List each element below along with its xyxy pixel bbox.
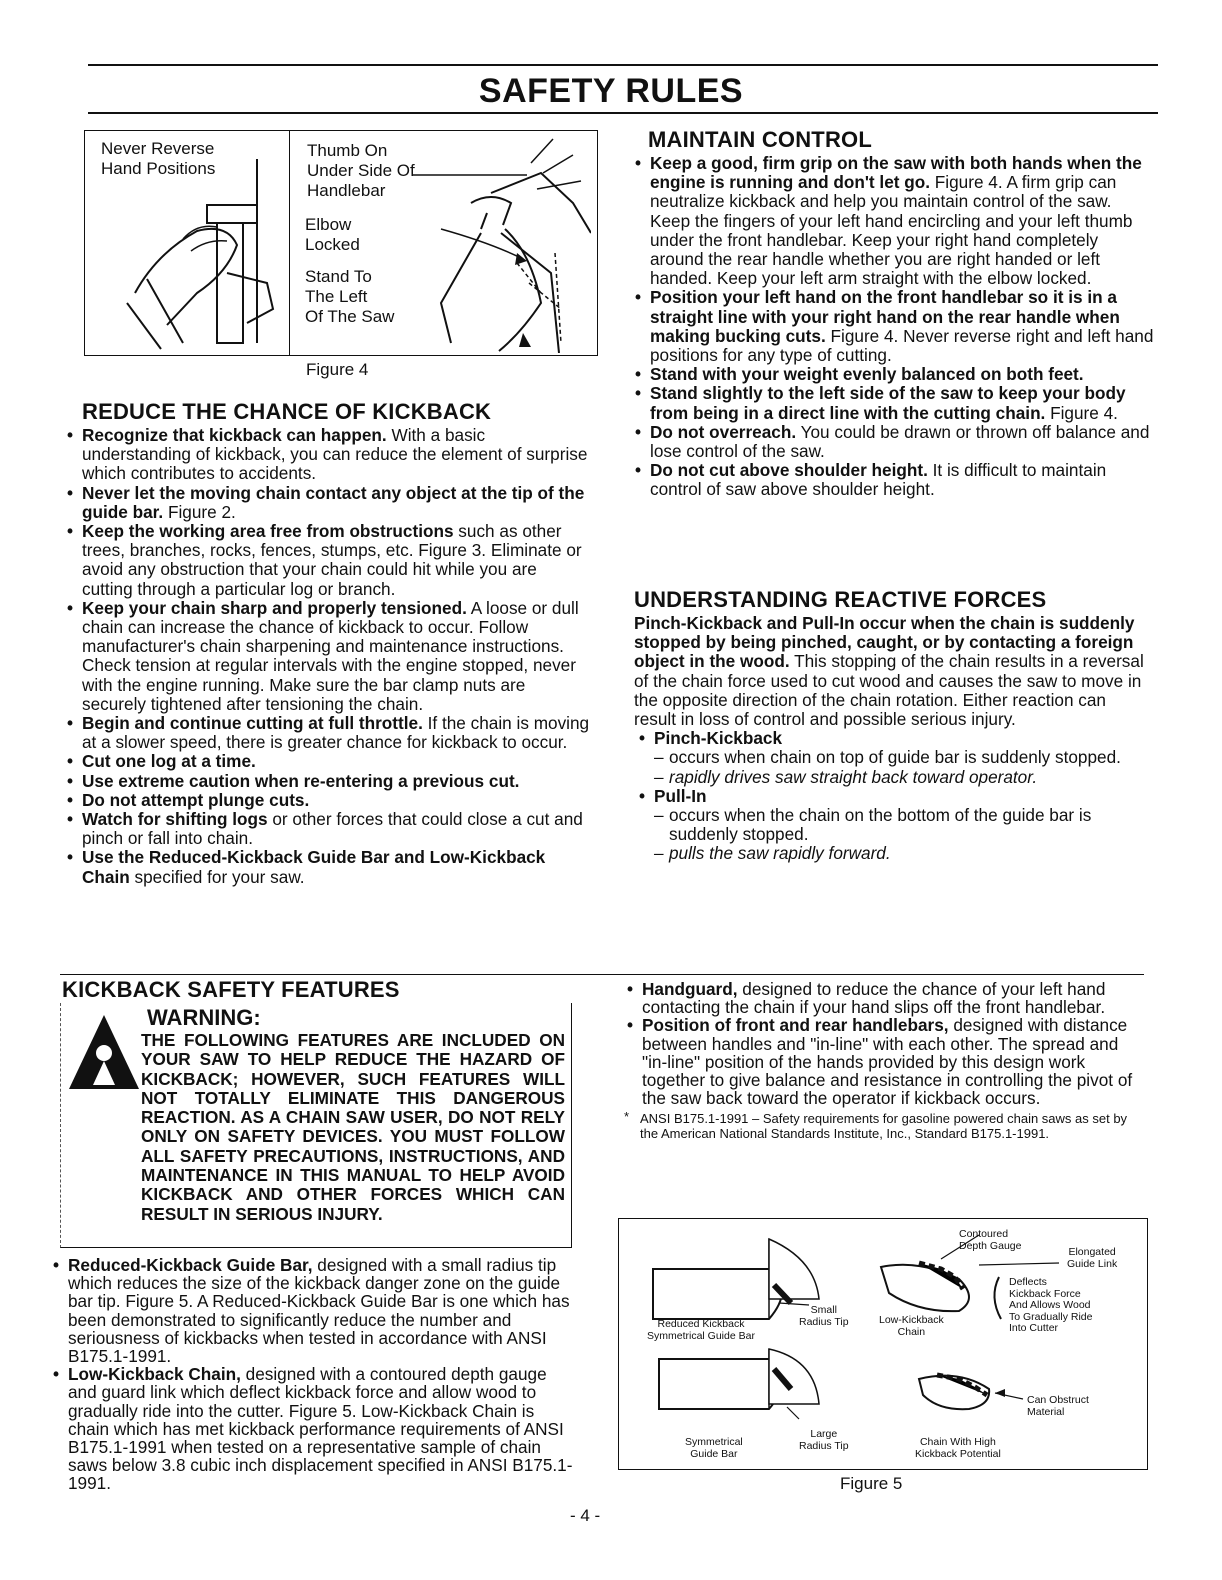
item-text: With a basic understanding of kickback, you can reduce the element of surprise which contributes to accidents. xyxy=(82,425,588,484)
list-item xyxy=(48,1256,578,1365)
list-item xyxy=(630,365,1156,384)
list-item xyxy=(62,484,592,522)
list-item xyxy=(62,810,592,848)
item-text: Figure 4. Never reverse right and left hand positions for any type of cutting. xyxy=(650,325,1154,366)
list-item xyxy=(630,288,1156,365)
label-line: Chain xyxy=(897,1325,926,1338)
warning-box xyxy=(60,1003,572,1248)
label-line: Small xyxy=(810,1304,837,1316)
item-text: If the chain is moving at a slower speed, there is greater chance for kickback to occur. xyxy=(82,713,590,753)
label-line: Low-Kickback xyxy=(879,1314,944,1326)
page-number: - 4 - xyxy=(570,1506,601,1525)
item-text: designed with distance between handles and "in-line" with each other. The spread and "in-line" position of the hands provided by this design work together to give balance and resistance in controlling the pivot of the saw back toward the operator if kickback occurs. xyxy=(642,1015,1133,1109)
reactive-heading: UNDERSTANDING REACTIVE FORCES xyxy=(634,587,1047,612)
label-contoured xyxy=(959,1229,1021,1252)
item-bold-text: Begin and continue cutting at full throttle. xyxy=(82,713,423,734)
label-line: Depth Gauge xyxy=(959,1239,1022,1252)
reactive-section xyxy=(634,588,1152,864)
item-text: Figure 4. A firm grip can neutralize kickback and help you maintain control of the saw. Keep the fingers of your left hand encircling and your left thumb under the front handlebar. Keep your right hand completely around the rear handle whether you are right handed or left handed. Keep your left arm straight with the elbow locked. xyxy=(650,172,1133,289)
list-item xyxy=(62,791,592,810)
list-item xyxy=(62,522,592,599)
list-item xyxy=(48,1365,578,1492)
sub-item: – occurs when the chain on the bottom of the guide bar is suddenly stopped. xyxy=(654,806,1152,844)
kickback-section xyxy=(62,400,592,887)
item-bold-text: Position of front and rear handlebars, xyxy=(642,1015,949,1036)
label-line: Large xyxy=(810,1428,838,1440)
item-text: such as other trees, branches, rocks, fences, stumps, etc. Figure 3. Eliminate or avoid any obstruction that your chain could hit while you are cutting through a particular log or branch. xyxy=(82,521,582,599)
item-bold-text: Keep your chain sharp and properly tensioned. xyxy=(82,597,467,618)
label-line: Kickback Force xyxy=(1009,1287,1081,1300)
item-bold-text: Never let the moving chain contact any object at the tip of the guide bar. xyxy=(82,482,585,522)
label-large-tip xyxy=(799,1429,849,1452)
item-bold-text: Low-Kickback Chain, xyxy=(68,1364,241,1385)
warning-heading: WARNING: xyxy=(147,1005,261,1030)
list-item xyxy=(634,729,1152,787)
list-item xyxy=(630,384,1156,422)
label-line: Kickback Potential xyxy=(915,1447,1001,1460)
figure-5-caption: Figure 5 xyxy=(840,1474,903,1493)
item-text: It is difficult to maintain control of saw above shoulder height. xyxy=(650,460,1107,500)
label-line: Symmetrical Guide Bar xyxy=(647,1329,755,1342)
item-text: designed with a small radius tip which reduces the size of the kickback danger zone on the guide bar tip. Figure 5. A Reduced-Kickback Guide Bar is one which has been demonstrated to significantly reduce the number and seriousness of kickbacks when tested in accordance with ANSI B175.1-1991. xyxy=(68,1255,570,1367)
item-bold-text: Do not cut above shoulder height. xyxy=(650,460,928,481)
label-line: Of The Saw xyxy=(305,307,395,326)
top-rule xyxy=(88,64,1158,66)
item-text: specified for your saw. xyxy=(129,866,305,887)
label-sym-bar xyxy=(685,1437,743,1460)
label-line: Guide Bar xyxy=(690,1447,738,1460)
item-bold-text: Use extreme caution when re-entering a previous cut. xyxy=(82,770,520,791)
label-elongated xyxy=(1067,1247,1117,1270)
item-bold-text: Keep the working area free from obstructions xyxy=(82,521,454,542)
list-item xyxy=(62,772,592,791)
list-item xyxy=(630,154,1156,288)
label-line: And Allows Wood xyxy=(1009,1299,1091,1311)
item-bold-text: Watch for shifting logs xyxy=(82,809,268,830)
label-line: Contoured xyxy=(959,1228,1009,1240)
item-bold-text: Do not attempt plunge cuts. xyxy=(82,789,310,810)
label-line: Elongated xyxy=(1068,1246,1116,1258)
list-item xyxy=(62,426,592,484)
item-bold-text: Keep a good, firm grip on the saw with both hands when the engine is running and don't let go. xyxy=(650,153,1142,193)
label-deflects xyxy=(1009,1277,1092,1335)
label-obstruct xyxy=(1027,1395,1089,1418)
ansi-note xyxy=(622,1111,1148,1141)
label-line: Thumb On xyxy=(307,141,388,160)
item-bold-text: Stand with your weight evenly balanced on both feet. xyxy=(650,364,1084,385)
reactive-intro-text: This stopping of the chain results in a reversal of the chain force used to cut wood and causes the saw to move in the opposite direction of the chain rotation. Either reaction can result in loss of control and possible serious injury. xyxy=(634,651,1144,730)
features-left xyxy=(48,1256,578,1493)
list-item xyxy=(62,714,592,752)
label-line: Reduced Kickback xyxy=(657,1318,745,1330)
hand-grip-illustration xyxy=(87,153,287,353)
features-right xyxy=(622,980,1148,1141)
figure-divider xyxy=(289,131,290,355)
label-line: To Gradually Ride xyxy=(1009,1310,1093,1323)
section-rule xyxy=(60,974,1144,975)
item-text: Figure 2. xyxy=(163,501,236,522)
item-text: designed to reduce the chance of your left hand contacting the chain if your hand slips off the front handlebar. xyxy=(642,979,1106,1018)
item-text: A loose or dull chain can increase the chance of kickback to occur. Follow manufacturer's chain sharpening and maintenance instructions. Check tension at regular intervals with the engine stopped, never with the engine running. Make sure the bar clamp nuts are securely tightened after tensioning the chain. xyxy=(82,597,579,714)
label-line: Symmetrical xyxy=(685,1436,743,1448)
label-line: Chain With High xyxy=(919,1436,996,1448)
label-line: Into Cutter xyxy=(1009,1322,1059,1334)
label-line: Handlebar xyxy=(307,181,386,200)
pinch-label: Pinch-Kickback xyxy=(654,728,782,749)
label-high-chain xyxy=(915,1437,1001,1460)
page-title: SAFETY RULES xyxy=(478,72,744,110)
list-item xyxy=(62,848,592,886)
item-bold-text: Stand slightly to the left side of the saw to keep your body from being in a direct line with the cutting chain. xyxy=(650,383,1126,423)
label-line: Deflects xyxy=(1009,1276,1047,1288)
list-item xyxy=(630,423,1156,461)
pull-label: Pull-In xyxy=(654,785,707,806)
maintain-heading: MAINTAIN CONTROL xyxy=(648,127,872,152)
item-text: or other forces that could close a cut and pinch or fall into chain. xyxy=(82,809,583,849)
item-text: You could be drawn or thrown off balance and lose control of the saw. xyxy=(650,421,1150,462)
item-bold-text: Cut one log at a time. xyxy=(82,751,256,772)
label-line: The Left xyxy=(305,287,368,306)
label-line: Locked xyxy=(305,235,360,254)
item-text: designed with a contoured depth gauge and guard link which deflect kickback force and allow wood to gradually ride into the cutter. Figure 5. Low-Kickback Chain is chain which has met kickback performance requirements of ANSI B175.1-1991 when tested on a representative sample of chain saws below 3.8 cubic inch displacement specified in ANSI B175.1-1991. xyxy=(68,1364,573,1494)
features-left-list xyxy=(48,1256,578,1493)
label-line: Material xyxy=(1027,1405,1065,1418)
figure-4-caption: Figure 4 xyxy=(306,360,369,379)
item-bold-text: Use the Reduced-Kickback Guide Bar and Low-Kickback Chain xyxy=(82,847,546,887)
sub-item: – rapidly drives saw straight back toward operator. xyxy=(654,768,1152,787)
reactive-intro-bold: Pinch-Kickback and Pull-In occur when the chain is suddenly stopped by being pinched, caught, or by contacting a foreign object in the wood. xyxy=(634,613,1135,672)
label-line: Under Side Of xyxy=(307,161,415,180)
operator-stance-illustration xyxy=(291,133,591,353)
list-item xyxy=(62,599,592,714)
ansi-note-text: ANSI B175.1-1991 – Safety requirements for gasoline powered chain saws as set by the American National Standards Institute, Inc., Standard B175.1-1991. xyxy=(640,1111,1128,1142)
list-item xyxy=(622,1016,1148,1107)
label-line: Elbow xyxy=(305,215,352,234)
item-bold-text: Handguard, xyxy=(642,979,738,999)
asterisk: * xyxy=(624,1109,630,1125)
label-line: Radius Tip xyxy=(799,1315,849,1328)
item-text: Figure 4. xyxy=(1045,402,1118,423)
label-line: Radius Tip xyxy=(799,1439,849,1452)
label-small-tip xyxy=(799,1305,849,1328)
features-heading: KICKBACK SAFETY FEATURES xyxy=(62,977,400,1002)
label-line: Guide Link xyxy=(1067,1257,1118,1270)
item-bold-text: Position your left hand on the front handlebar so it is in a straight line with your right hand on the rear handle when making bucking cuts. xyxy=(650,287,1120,346)
label-line: Hand Positions xyxy=(101,159,216,178)
label-line: Can Obstruct xyxy=(1027,1394,1089,1406)
list-item xyxy=(630,461,1156,499)
list-item xyxy=(622,980,1148,1016)
title-underline xyxy=(88,112,1158,114)
list-item xyxy=(62,752,592,771)
label-low-chain xyxy=(879,1315,944,1338)
pinch-sublist xyxy=(654,748,1152,786)
figure-4 xyxy=(84,130,598,356)
item-bold-text: Do not overreach. xyxy=(650,421,797,442)
figure-5 xyxy=(618,1218,1148,1470)
list-item xyxy=(634,787,1152,864)
pull-sublist xyxy=(654,806,1152,864)
maintain-section xyxy=(630,128,1156,500)
reactive-list xyxy=(634,729,1152,863)
sub-item: – occurs when chain on top of guide bar is suddenly stopped. xyxy=(654,748,1152,767)
warning-icon xyxy=(65,1011,143,1095)
label-line: Never Reverse xyxy=(101,139,215,158)
kickback-list xyxy=(62,426,592,887)
reactive-intro xyxy=(634,614,1152,729)
kickback-heading: REDUCE THE CHANCE OF KICKBACK xyxy=(82,399,492,424)
item-bold-text: Recognize that kickback can happen. xyxy=(82,425,387,445)
label-reduced-bar xyxy=(647,1319,755,1342)
label-line: Stand To xyxy=(305,267,372,286)
sub-item: – pulls the saw rapidly forward. xyxy=(654,844,1152,863)
features-right-list xyxy=(622,980,1148,1107)
maintain-list xyxy=(630,154,1156,500)
item-bold-text: Reduced-Kickback Guide Bar, xyxy=(68,1255,313,1275)
warning-text: THE FOLLOWING FEATURES ARE INCLUDED ON YOUR SAW TO HELP REDUCE THE HAZARD OF KICKBACK; HOWEVER, SUCH FEATURES WILL NOT TOTALLY ELIMINATE THIS DANGEROUS REACTION. AS A CHAIN SAW USER, DO NOT RELY ONLY ON SAFETY DEVICES. YOU MUST FOLLOW ALL SAFETY PRECAUTIONS, INSTRUCTIONS, AND MAINTENANCE IN THIS MANUAL TO HELP AVOID KICKBACK AND OTHER FORCES WHICH CAN RESULT IN SERIOUS INJURY. xyxy=(141,1030,565,1224)
